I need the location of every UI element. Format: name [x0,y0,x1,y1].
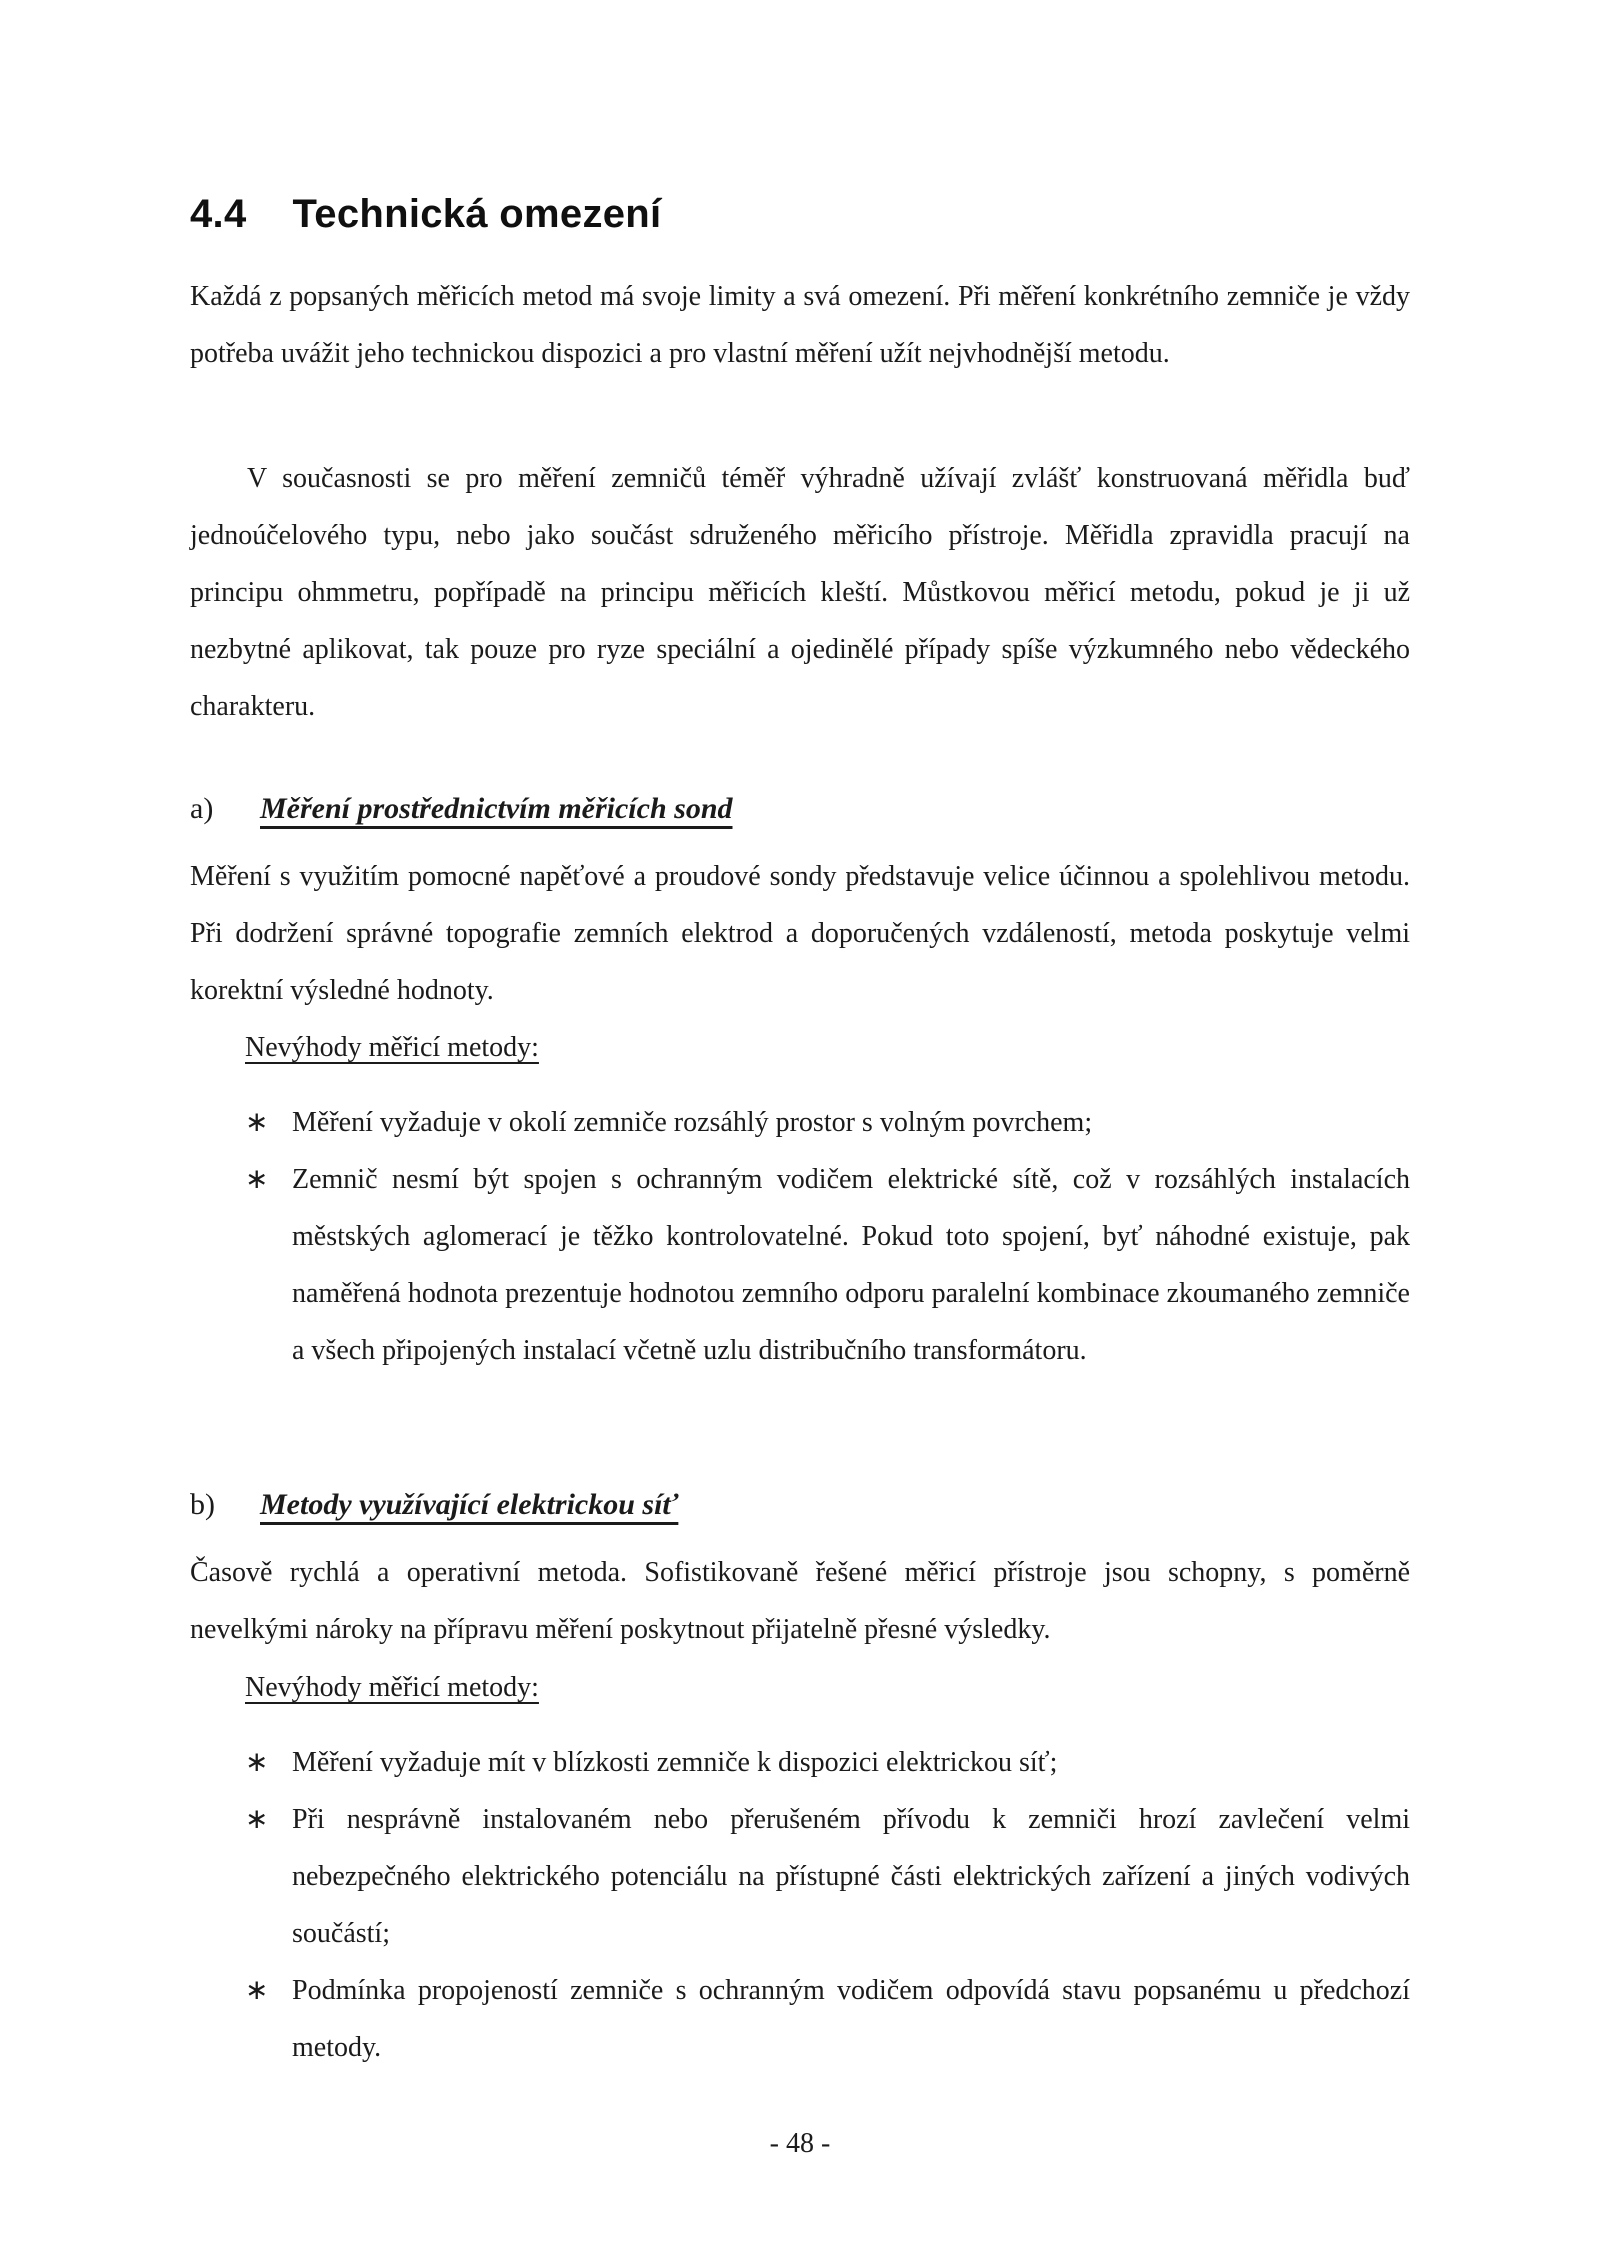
list-item [190,1094,1410,1151]
disadvantages-label-b: Nevýhody měřicí metody: [245,1672,539,1703]
subsection-b-title: Metody využívající elektrickou síť [260,1488,679,1521]
list-item [190,1962,1410,2076]
subsection-a-heading [190,788,733,830]
list-item [190,1734,1410,1791]
chapter-title: Technická omezení [292,192,662,236]
asterisk-bullet-icon: ∗ [245,1804,269,1835]
subsection-b-heading [190,1484,678,1526]
list-item-text: Při nesprávně instalovaném nebo přerušeném přívodu k zemniči hrozí zavlečení velmi nebezpečného elektrického potenciálu na přístupné části elektrických zařízení a jiných vodivých součástí; [292,1804,1410,1949]
subsection-b-intro: Časově rychlá a operativní metoda. Sofistikovaně řešené měřicí přístroje jsou schopny, s poměrně nevelkými nároky na přípravu měření poskytnout přijatelně přesné výsledky. [190,1557,1410,1645]
asterisk-bullet-icon: ∗ [245,1747,269,1778]
list-item [190,1151,1410,1379]
subsection-a-intro: Měření s využitím pomocné napěťové a proudové sondy představuje velice účinnou a spolehlivou metodu. Při dodržení správné topografie zemních elektrod a doporučených vzdáleností, metoda poskytuje velmi korektní výsledné hodnoty. [190,861,1410,1006]
list-item-text: Podmínka propojeností zemniče s ochranným vodičem odpovídá stavu popsanému u předchozí metody. [292,1975,1410,2063]
disadvantages-list-b [190,1734,1410,2076]
asterisk-bullet-icon: ∗ [245,1164,269,1195]
list-item-text: Měření vyžaduje mít v blízkosti zemniče k dispozici elektrickou síť; [292,1747,1058,1778]
chapter-number: 4.4 [190,192,247,236]
subsection-b-label: b) [190,1488,215,1521]
asterisk-bullet-icon: ∗ [245,1975,269,2006]
list-item-text: Měření vyžaduje v okolí zemniče rozsáhlý prostor s volným povrchem; [292,1107,1093,1138]
paragraph-current-practice: V současnosti se pro měření zemničů téměř výhradně užívají zvlášť konstruovaná měřidla buď jednoúčelového typu, nebo jako součást sdruženého měřicího přístroje. Měřidla zpravidla pracují na principu ohmmetru, popřípadě na principu měřicích kleští. Můstkovou měřicí metodu, pokud je ji už nezbytné aplikovat, tak pouze pro ryze speciální a ojedinělé případy spíše výzkumného nebo vědeckého charakteru. [190,463,1410,722]
subsection-a-title: Měření prostřednictvím měřicích sond [260,792,733,825]
asterisk-bullet-icon: ∗ [245,1107,269,1138]
list-item [190,1791,1410,1962]
list-item-text: Zemnič nesmí být spojen s ochranným vodičem elektrické sítě, což v rozsáhlých instalacích městských aglomerací je těžko kontrolovatelné. Pokud toto spojení, byť náhodné existuje, pak naměřená hodnota prezentuje hodnotou zemního odporu paralelní kombinace zkoumaného zemniče a všech připojených instalací včetně uzlu distribučního transformátoru. [292,1164,1410,1366]
disadvantages-list-a [190,1094,1410,1379]
chapter-heading [190,190,661,238]
page-number: - 48 - [769,2128,831,2159]
paragraph-limits: Každá z popsaných měřicích metod má svoje limity a svá omezení. Při měření konkrétního zemniče je vždy potřeba uvážit jeho technickou dispozici a pro vlastní měření užít nejvhodnější metodu. [190,281,1410,369]
subsection-a-label: a) [190,792,214,825]
disadvantages-label-a: Nevýhody měřicí metody: [245,1032,539,1063]
